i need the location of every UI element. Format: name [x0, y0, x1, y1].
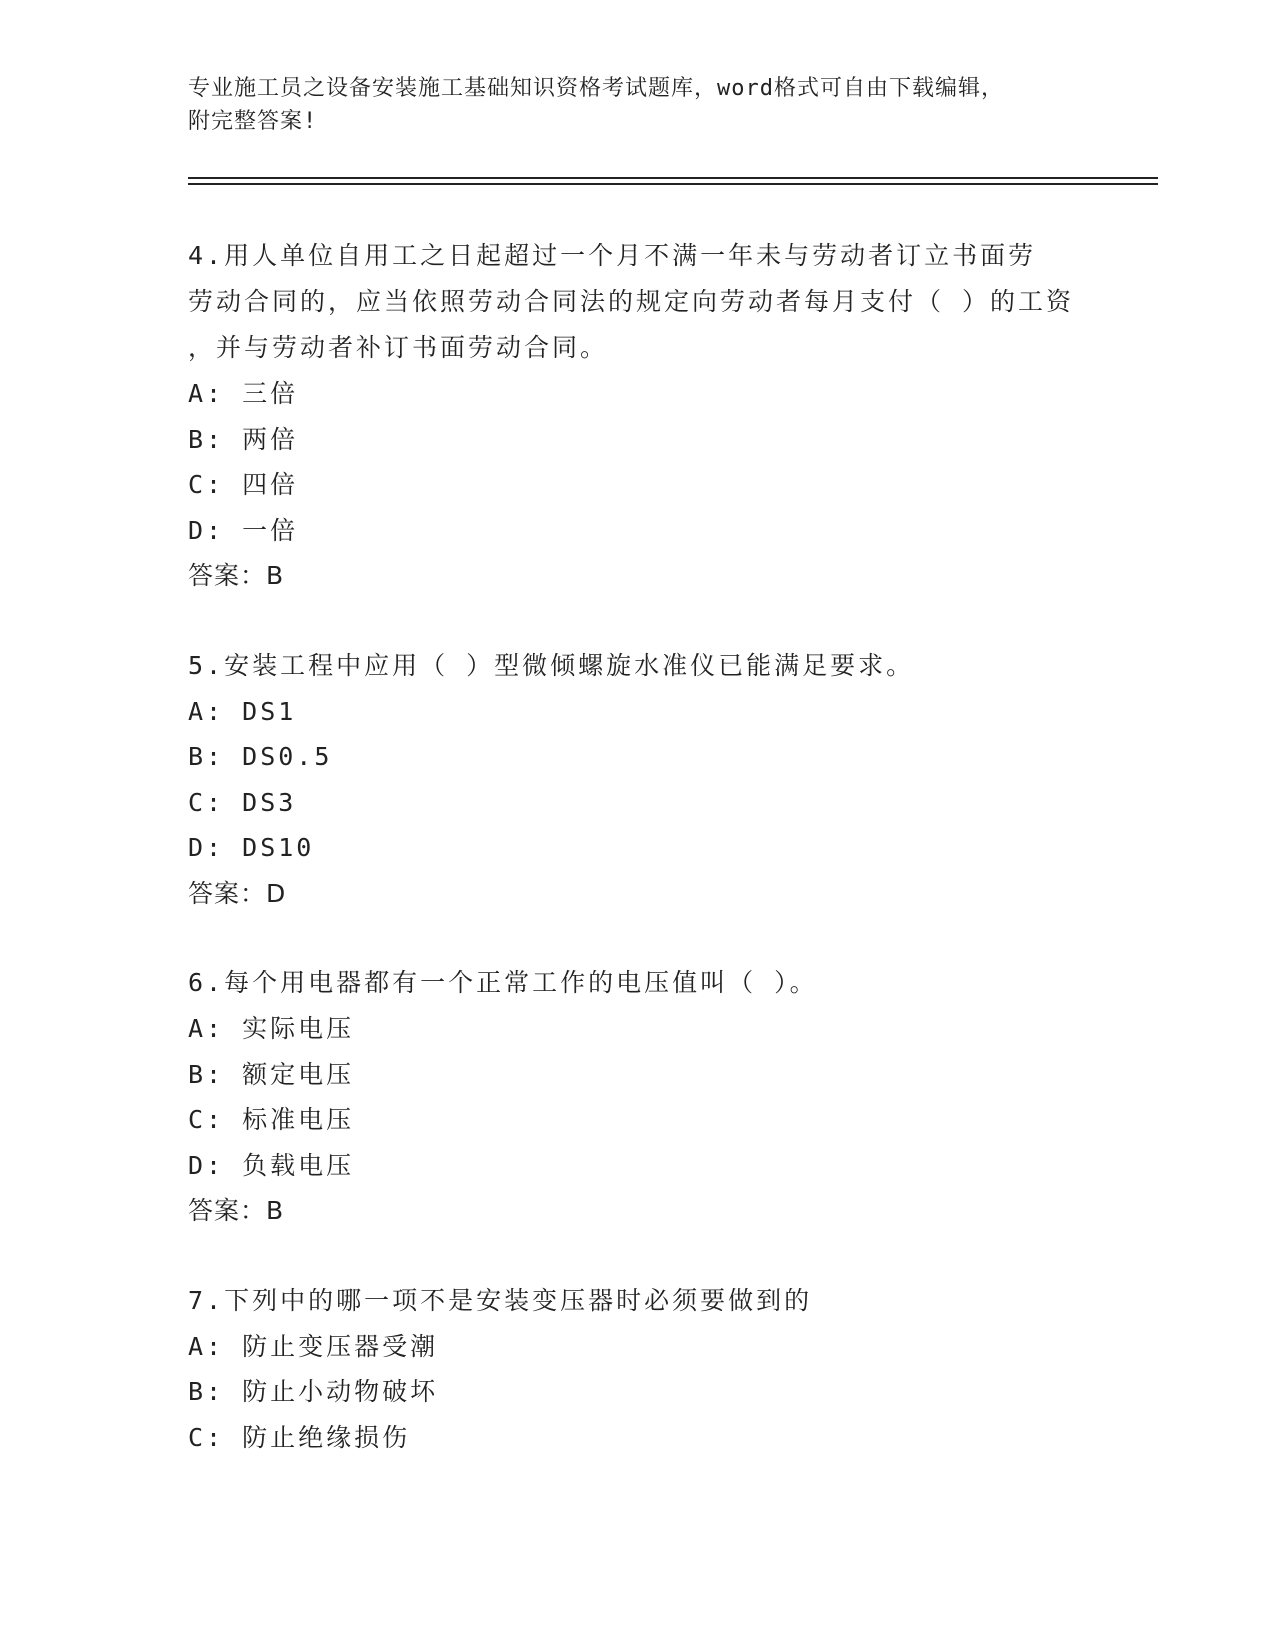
option-d: D: DS10 [188, 833, 315, 862]
header-divider-bottom [188, 183, 1158, 185]
header-divider-top [188, 177, 1158, 179]
question-6 [188, 960, 1088, 1234]
option-a: A: 防止变压器受潮 [188, 1331, 439, 1361]
question-text-line: 7.下列中的哪一项不是安装变压器时必须要做到的 [188, 1285, 813, 1315]
option-b: B: 防止小动物破坏 [188, 1377, 439, 1406]
option-c: C: 标准电压 [188, 1105, 355, 1134]
header-line-1: 专业施工员之设备安装施工基础知识资格考试题库，word格式可自由下载编辑， [188, 76, 1004, 101]
question-text-line: 5.安装工程中应用（ ）型微倾螺旋水准仪已能满足要求。 [188, 650, 915, 680]
option-c: C: 四倍 [188, 470, 299, 499]
option-a: A: 三倍 [188, 379, 299, 408]
option-a: A: 实际电压 [188, 1014, 355, 1043]
option-b: B: 两倍 [188, 424, 299, 454]
question-7 [188, 1278, 1088, 1461]
option-b: B: DS0.5 [188, 742, 333, 771]
question-text [188, 233, 1088, 371]
option-d: D: 负载电压 [188, 1150, 355, 1180]
option-c: C: 防止绝缘损伤 [188, 1422, 411, 1452]
document-header [188, 72, 1088, 138]
answer-line: 答案：B [188, 1196, 285, 1225]
answer-line: 答案：B [188, 561, 285, 590]
question-text [188, 960, 1088, 1006]
answer-line: 答案：D [188, 878, 287, 908]
question-text-line: 劳动合同的，应当依照劳动合同法的规定向劳动者每月支付（ ）的工资 [188, 287, 1075, 316]
question-text [188, 643, 1088, 689]
question-text [188, 1278, 1088, 1324]
question-text-line: 6.每个用电器都有一个正常工作的电压值叫（ ）。 [188, 968, 818, 997]
option-a: A: DS1 [188, 696, 297, 726]
option-d: D: 一倍 [188, 515, 299, 545]
question-list [188, 233, 1088, 1504]
header-line-2: 附完整答案! [188, 109, 318, 134]
question-5 [188, 643, 1088, 917]
question-text-line: ，并与劳动者补订书面劳动合同。 [188, 333, 609, 362]
question-4 [188, 233, 1088, 599]
option-c: C: DS3 [188, 787, 297, 817]
question-text-line: 4.用人单位自用工之日起超过一个月不满一年未与劳动者订立书面劳 [188, 241, 1037, 270]
option-b: B: 额定电压 [188, 1059, 355, 1089]
